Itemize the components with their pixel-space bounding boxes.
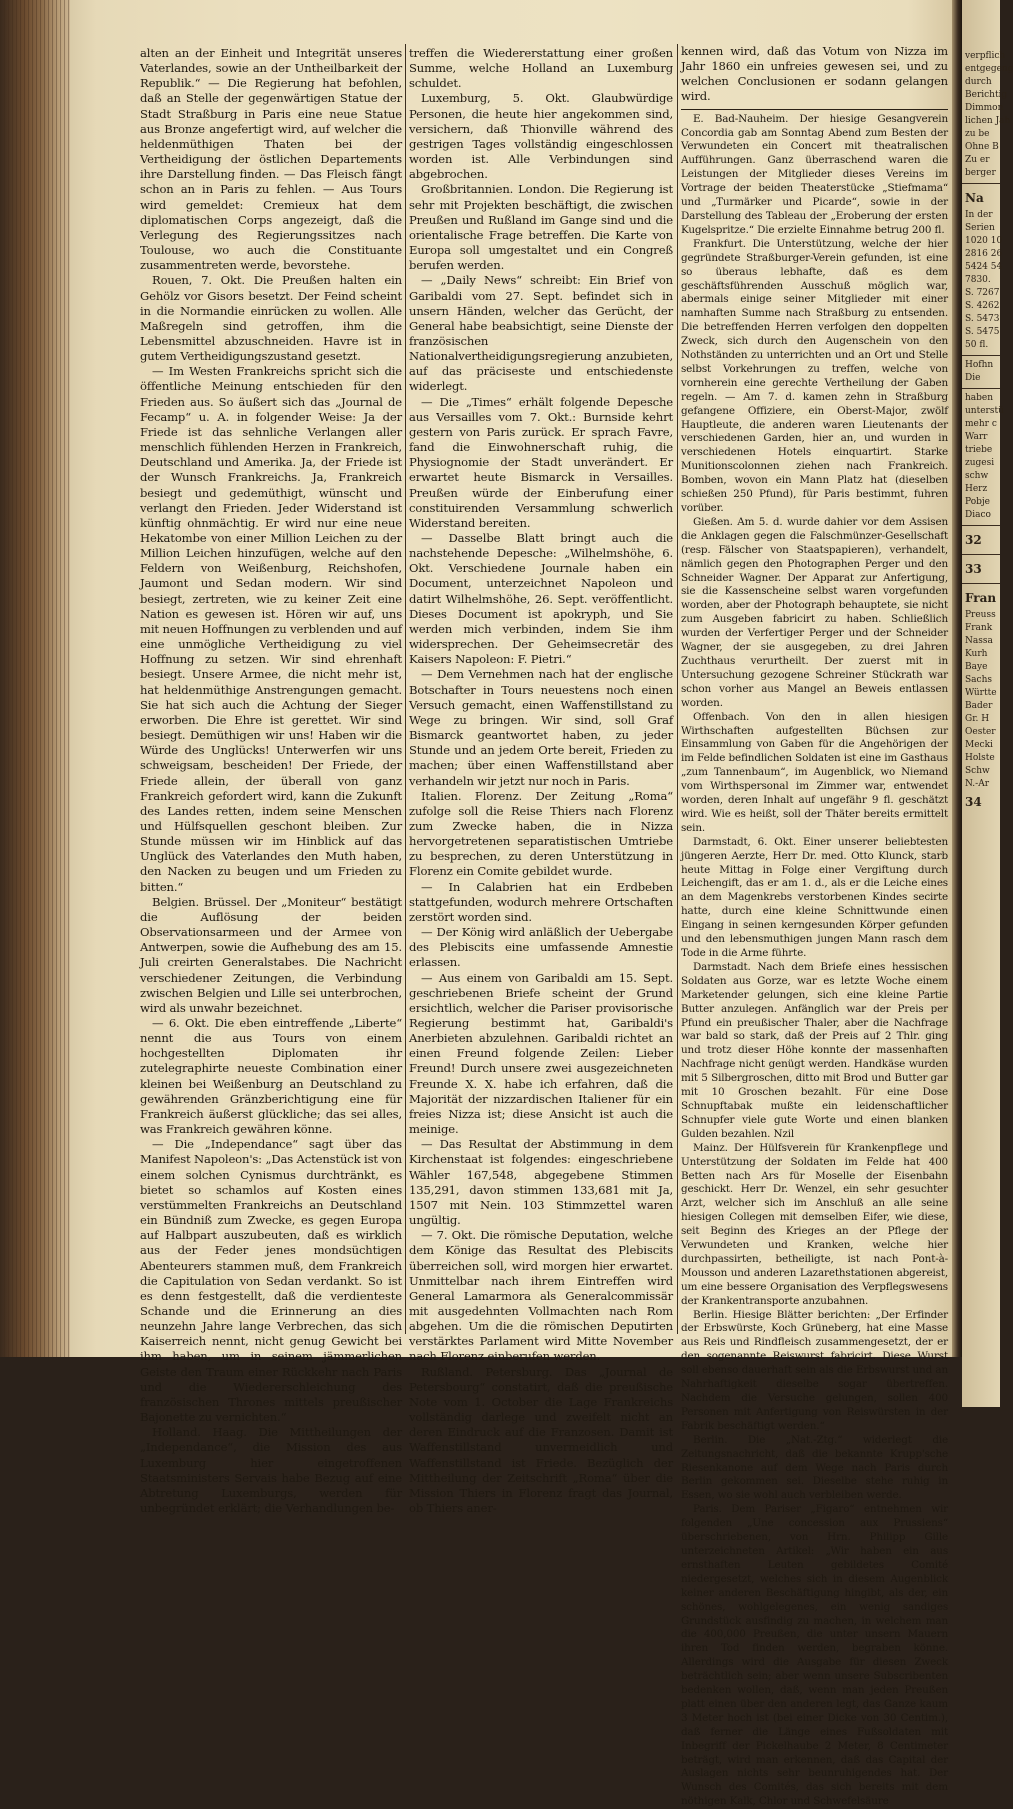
adjacent-page-text: N.-Ar bbox=[965, 779, 990, 789]
book-gutter bbox=[952, 0, 962, 1357]
article-text: kennen wird, daß das Votum von Nizza im Jahr 1860 ein unfreies gewesen sei, und zu welchen Conclusionen er sodann gelangen wird. bbox=[681, 44, 948, 104]
adjacent-page-text: verpflich bbox=[965, 51, 1006, 61]
adjacent-page-text: Preuss bbox=[965, 610, 996, 620]
section-divider bbox=[681, 109, 948, 110]
adjacent-page-text: Na bbox=[965, 191, 984, 205]
adjacent-page-text: haben bbox=[965, 393, 994, 403]
adjacent-page-text: Warr bbox=[965, 432, 988, 442]
adjacent-page-text: mehr c bbox=[965, 419, 997, 429]
article-luxemburg: Luxemburg, 5. Okt. Glaubwürdige Personen, die heute hier angekommen sind, versichern, daß Thionville während des gestrigen Tages vollständig eingeschlossen worden ist. Alle Verbindungen sind abgebrochen. bbox=[409, 91, 673, 182]
adjacent-page-text: Gr. H bbox=[965, 714, 990, 724]
article-garibaldi: — Aus einem von Garibaldi am 15. Sept. geschriebenen Briefe scheint der Grund ersichtlich, welcher die Pariser provisorische Regierung bestimmt hat, Garibaldi's Anerbieten abzulehnen. Garibaldi richtet an einen Freund folgende Zeilen: Lieber Freund! Durch unsere zwei ausgezeichneten Freunde X. X. habe ich erfahren, daß die Majorität der nizzardischen Italiener für ein freies Nizza ist; diese Ansicht ist auch die meinige. bbox=[409, 970, 673, 1137]
adjacent-page-text: zugesi bbox=[965, 458, 995, 468]
fragment-divider bbox=[962, 388, 1000, 389]
article-italien: Italien. Florenz. Der Zeitung „Roma“ zufolge soll die Reise Thiers nach Florenz zum Zwecke haben, die in Nizza hervorgetretenen separatistischen Umtriebe zu besprechen, zu deren Unterstützung in Florenz ein Comite gebildet wurde. bbox=[409, 788, 673, 879]
adjacent-page-text: Schw bbox=[965, 766, 990, 776]
adjacent-page-text: durch bbox=[965, 77, 992, 87]
article-holland: Holland. Haag. Die Mittheilungen der „Independance“, die Mission des aus Luxemburg hier eingetroffenen Staatsministers Servais habe Bezug auf eine Abtretung Luxemburgs, werden für unbegründet erklärt; die Verhandlungen be- bbox=[140, 1425, 402, 1515]
adjacent-page-text: S. 4262 bbox=[965, 301, 1000, 311]
adjacent-page-text: S. 5475 bbox=[965, 327, 1000, 337]
article-frankfurt: Frankfurt. Die Unterstützung, welche der hier gegründete Straßburger-Verein gefunden, ist eine so überaus lebhafte, daß es dem geschäftsführenden Ausschuß möglich war, abermals einige seiner Mitglieder mit einer namhaften Summe nach Straßburg zu entsenden. Die betreffenden Herren verfolgen den doppelten Zweck, sich durch den Augenschein von den Nothständen zu unterrichten und an Ort und Stelle selbst Vorkehrungen zu treffen, welche von vornherein eine gerechte Vertheilung der Gaben regeln. — Am 7. d. kamen zehn in Straßburg gefangene Offiziere, ein Oberst-Major, zwölf Hauptleute, die anderen waren Lieutenants der verschiedenen Garden, hier an, und wurden in verschiedenen Hotels einquartirt. Starke Munitionscolonnen ziehen nach Frankreich. Bomben, wovon ein Mann Platz hat (dieselben schießen 250 Pfund), für Paris bestimmt, fuhren vorüber. bbox=[681, 237, 948, 514]
article-paris: Paris. Dem Pariser „Figaro“ entnehmen wir folgenden „Une concession aux Prussiens“ überschriebenen, von Hrn. Philipp Gille unterzeichneten Artikel: „Wir haben ein aus ernsthaften Leuten gebildetes Comité niedergesetzt, welches sich in diesem Augenblick keiner anderen Beschäftigung hingibt, als der, ein schönes, wohlgelegenes, ein wenig sandiges Grundstück ausfindig zu machen, in welchem man die 400,000 Preußen, die unter unsern Mauern ihren Tod finden werden, begraben könne. Allerdings wird die Ausgabe für diesen Zweck beträchtlich sein; aber wenn unsere Subscribenten bedenken wollen, daß, wenn man jeden Preußen platt einen über den anderen legt, das Ganze kaum 3 Meter hoch ist (bei einer Dicke von 30 Centim.), daß ferner die Länge eines Fußsoldaten mit Inbegriff der Pickelhaube 2 Meter, 8 Centimeter beträgt, wird man erkennen, daß das Capital der Auslagen nichts sehr beunruhigendes hat. Der Wunsch des Comités, das sich bereits mit dem nöthigen Kalk, Chlor und Schwefelsäure bbox=[681, 1503, 948, 1808]
article-tours: — Dem Vernehmen nach hat der englische Botschafter in Tours neuestens noch einen Versuch gemacht, einen Waffenstillstand zu Wege zu bringen. Wir sind, soll Graf Bismarck geantwortet haben, zu jeder Stunde und an jedem Orte bereit, Frieden zu machen; über einen Waffenstillstand aber verhandeln wir jetzt nur noch in Paris. bbox=[409, 667, 673, 788]
article-berlin-1: Berlin. Hiesige Blätter berichten: „Der Erfinder der Erbswürste, Koch Grüneberg, hat eine Masse aus Reis und Rindfleisch zusammengesetzt, der er den sogenannte Reiswurst fabricirt. Diese Wurst soll ebenso dauerhaft sein als die Erbswurst und an Nahrhaftigkeit dieselbe sogar übertreffen. Nachdem die Versuche gelungen, sollen 400 Personen mit Anfertigung von Reiswürsten in der Fabrik beschäftigt werden.“ bbox=[681, 1308, 948, 1432]
adjacent-page-text: 34 bbox=[965, 795, 982, 809]
adjacent-page-text: Kurh bbox=[965, 649, 988, 659]
adjacent-page-text: 32 bbox=[965, 533, 982, 547]
adjacent-page-text: lichen Jah bbox=[965, 116, 1011, 126]
article-berlin-2: Berlin. Die „Nat.-Ztg.“ widerlegt die Zeitungsnachricht, daß die bekannte Krupp'sche Riesenkanone auf dem Wege nach Paris durch Berlin gekommen sei. Dieselbe stehe ruhig in Essen, wo sie wohl auch verbleiben werde. bbox=[681, 1433, 948, 1502]
fragment-divider bbox=[962, 554, 1000, 555]
adjacent-page-text: zu be bbox=[965, 129, 990, 139]
column-rule-2 bbox=[677, 44, 678, 1334]
adjacent-page-text: Zu er bbox=[965, 155, 990, 165]
adjacent-page-text: schw bbox=[965, 471, 989, 481]
column-rule-1 bbox=[405, 44, 406, 1334]
adjacent-page-text: 33 bbox=[965, 562, 982, 576]
adjacent-page-text: Frank bbox=[965, 623, 993, 633]
adjacent-page-text: Württe bbox=[965, 688, 997, 698]
adjacent-page-text: Dimmon bbox=[965, 103, 1004, 113]
adjacent-page-text: Pobje bbox=[965, 497, 990, 507]
column-3 bbox=[681, 44, 948, 1808]
adjacent-page-text: S. 5473 bbox=[965, 314, 1000, 324]
article-giessen: Gießen. Am 5. d. wurde dahier vor dem Assisen die Anklagen gegen die Falschmünzer-Gesellschaft (resp. Fälscher von Staatspapieren), verhandelt, nämlich gegen den Photographen Perger und den Schneider Wagner. Der Apparat zur Anfertigung, sie die Kassenscheine selbst waren vorgefunden worden, aber der Photograph behauptete, sie nicht zum Ausgeben fabricirt zu haben. Schließlich wurden der Verfertiger Perger und der Schneider Wagner, der sie ausgegeben, zu drei Jahren Zuchthaus verurtheilt. Der zuerst mit in Untersuchung gezogene Schreiner Stückrath war schon vorher aus Mangel an Beweis entlassen worden. bbox=[681, 515, 948, 709]
article-times: — Die „Times“ erhält folgende Depesche aus Versailles vom 7. Okt.: Burnside kehrt gestern von Paris zurück. Er sprach Favre, fand die Einwohnerschaft ruhig, die Physiognomie der Stadt unverändert. Er erwartet heute Bismarck in Versailles. Preußen würde der Einberufung einer constituirenden Versammlung schwerlich Widerstand bereiten. bbox=[409, 394, 673, 530]
adjacent-page-text: Nassa bbox=[965, 636, 993, 646]
adjacent-page-text: Bader bbox=[965, 701, 993, 711]
fragment-divider bbox=[962, 183, 1000, 184]
article-bad-nauheim: E. Bad-Nauheim. Der hiesige Gesangverein Concordia gab am Sonntag Abend zum Besten der Verwundeten ein Concert mit theatralischen Aufführungen. Ganz überraschend waren die Leistungen der Mitglieder dieses Vereins im Vortrage der beiden Theaterstücke „Stiefmama“ und „Turmärker und Picarde“, sowie in der Darstellung des Tableau der „Eroberung der ersten Kugelspritze.“ Die erzielte Einnahme betrug 200 fl. bbox=[681, 112, 948, 236]
adjacent-page-text: Herz bbox=[965, 484, 988, 494]
adjacent-page-text: Hofhn bbox=[965, 360, 994, 370]
article-roemische-deputation: — 7. Okt. Die römische Deputation, welche dem Könige das Resultat des Plebiscits überreichen soll, wird morgen hier erwartet. Unmittelbar nach ihrem Eintreffen wird General Lamarmora als Generalcommissär mit ausgedehnten Vollmachten nach Rom abgehen. Um die die römischen Deputirten verstärktes Parlament wird Mitte November nach Florenz einberufen werden. bbox=[409, 1228, 673, 1364]
article-west-france: — Im Westen Frankreichs spricht sich die öffentliche Meinung entschieden für den Frieden aus. So äußert sich das „Journal de Fecamp“ u. A. in folgender Weise: Ja der Friede ist das sehnliche Verlangen aller menschlich fühlenden Herzen in Frankreich, Deutschland und Amerika. Ja, der Friede ist der Wunsch Frankreichs. Ja, Frankreich besiegt und gedemüthigt, wünscht und verlangt den Frieden. Jeder Widerstand ist künftig ohnmächtig. Er wird nur eine neue Hekatombe von einer Million Leichen zu der Million Leichen hinzufügen, welche auf den Feldern von Weißenburg, Reichshofen, Jaumont und Sedan modern. Wir sind besiegt, zertreten, wie zu keiner Zeit eine Nation es gewesen ist. Hören wir auf, uns mit neuen Hoffnungen zu verblenden und auf eine unmögliche Vertheidigung zu viel Hoffnung zu setzen. Wir sind ehrenhaft besiegt. Unsere Armee, die nicht mehr ist, hat heldenmüthige Anstrengungen gemacht. Sie hat sich auch die Achtung der Sieger erworben. Die Ehre ist gerettet. Wir sind besiegt. Demüthigen wir uns! Haben wir die Würde des Unglücks! Unterwerfen wir uns schweigsam, bescheiden! Der Friede, der Friede allein, der überall von ganz Frankreich gefordert wird, kann die Zukunft des Landes retten, indem seine Menschen und Hülfsquellen geschont bleiben. Zur Stunde müssen wir im Hinblick auf das Unglück des Vaterlandes den Muth haben, den Nacken zu beugen und um Frieden zu bitten.“ bbox=[140, 364, 402, 894]
article-kirchenstaat: — Das Resultat der Abstimmung in dem Kirchenstaat ist folgendes: eingeschriebene Wähler 167,548, abgegebene Stimmen 135,291, davon stimmen 133,681 mit Ja, 1507 mit Nein. 103 Stimmzettel waren ungültig. bbox=[409, 1137, 673, 1228]
article-belgien: Belgien. Brüssel. Der „Moniteur“ bestätigt die Auflösung der beiden Observationsarmeen und der Armee von Antwerpen, sowie die Aufhebung des am 15. Juli creirten Generalstabes. Die Nachricht verschiedener Zeitungen, die Verbindung zwischen Belgien und Lille sei unterbrochen, wird als unwahr bezeichnet. bbox=[140, 894, 402, 1015]
article-offenbach: Offenbach. Von den in allen hiesigen Wirthschaften aufgestellten Büchsen zur Einsammlung von Gaben für die Angehörigen der im Felde befindlichen Soldaten ist eine im Gasthaus „zum Tannenbaum“, im Augenblick, wo Niemand vom Wirthspersonal im Zimmer war, entwendet worden, deren Inhalt auf ungefähr 9 fl. geschätzt wird. Wie es heißt, soll der Thäter bereits ermittelt sein. bbox=[681, 710, 948, 834]
adjacent-page-text: S. 7267 bbox=[965, 288, 1000, 298]
adjacent-page-text: berger bbox=[965, 168, 996, 178]
fragment-divider bbox=[962, 525, 1000, 526]
article-wilhelmshoehe: — Dasselbe Blatt bringt auch die nachstehende Depesche: „Wilhelmshöhe, 6. Okt. Verschiedene Journale haben ein Document, unterzeichnet Napoleon und datirt Wilhelmshöhe, 26. Sept. veröffentlicht. Dieses Document ist apokryph, und Sie werden mich verbinden, indem Sie ihm widersprechen. Der Geheimsecretär des Kaisers Napoleon: F. Pietri.“ bbox=[409, 531, 673, 667]
article-independance: — Die „Independance“ sagt über das Manifest Napoleon's: „Das Actenstück ist von einem solchen Cynismus durchtränkt, es bietet so schamlos auf Kosten eines verstümmelten Frankreichs an Deutschland ein Bündniß zum Zwecke, es gegen Europa auf Halbpart auszubeuten, daß es wirklich aus der Feder jenes mondsüchtigen Abenteurers stammen muß, dem Frankreich die Capitulation von Sedan verdankt. So ist es denn festgestellt, daß die verdienteste Schande und die Erinnerung an dies neunzehn Jahre lange Verbrechen, das sich Kaiserreich nennt, nicht genug Gewicht bei ihm haben, um in seinem jämmerlichen Geiste den Traum einer Rückkehr nach Paris und die Wiedererschleichung des französischen Thrones mittels preußischer Bajonette zu vernichten.“ bbox=[140, 1137, 402, 1425]
adjacent-page-text: entgegeng bbox=[965, 64, 1013, 74]
article-koenig: — Der König wird anläßlich der Uebergabe des Plebiscits eine umfassende Amnestie erlassen. bbox=[409, 925, 673, 970]
article-grossbritannien: Großbritannien. London. Die Regierung ist sehr mit Projekten beschäftigt, die zwischen Preußen und Rußland im Gange sind und die orientalische Frage betreffen. Die Karte von Europa soll umgestaltet und ein Congreß berufen werden. bbox=[409, 182, 673, 273]
book-page-edge bbox=[0, 0, 70, 1357]
adjacent-page-text: In der bbox=[965, 210, 993, 220]
adjacent-page-text: unterstü bbox=[965, 406, 1004, 416]
adjacent-page-text: Die bbox=[965, 373, 981, 383]
fragment-divider bbox=[962, 355, 1000, 356]
adjacent-page-text: 2816 26 bbox=[965, 249, 1003, 259]
adjacent-page-text: triebe bbox=[965, 445, 993, 455]
adjacent-page-text: 50 fl. bbox=[965, 340, 989, 350]
article-russland: Rußland. Petersburg. Das „Journal de Petersbourg“ constatirt, daß die preußische Note vom 1. October die Lage Frankreichs vollständig darlege und zweifelt nicht an deren Eindruck auf die Franzosen. Damit ist Waffenstillstand unvermeidlich und Waffenstillstand ist Friede. Bezüglich der Mittheilung der Zeitschrift „Roma“ über die Mission Thiers in Florenz fragt das Journal, ob Thiers aner- bbox=[409, 1364, 673, 1515]
adjacent-page-text: Mecki bbox=[965, 740, 993, 750]
article-text: alten an der Einheit und Integrität unseres Vaterlandes, sowie an der Untheilbarkeit der Republik.“ — Die Regierung hat befohlen, daß an Stelle der gegenwärtigen Statue der Stadt Straßburg in Paris eine neue Statue aus Bronze angefertigt wird, auf welcher die heldenmüthigen Thaten bei der Vertheidigung der östlichen Departements ihre Darstellung finden. — Das Fleisch fängt schon an in Paris zu fehlen. — Aus Tours wird gemeldet: Cremieux hat dem diplomatischen Corps angezeigt, daß die Verlegung des Regierungssitzes nach Toulouse, wo auch die Constituante zusammentreten werde, bevorstehe. bbox=[140, 46, 402, 273]
article-daily-news: — „Daily News“ schreibt: Ein Brief von Garibaldi vom 27. Sept. befindet sich in unsern Händen, welcher das Gerücht, der General habe beabsichtigt, seine Dienste der französischen Nationalvertheidigungsregierung anzubieten, auf das präciseste und entschiedenste widerlegt. bbox=[409, 273, 673, 394]
article-darmstadt-1: Darmstadt, 6. Okt. Einer unserer beliebtesten jüngeren Aerzte, Herr Dr. med. Otto Klunck, starb heute Mittag in Folge einer Vergiftung durch Leichengift, das er am 1. d., als er die Leiche eines an dem Magenkrebs verstorbenen Kindes secirte hatte, durch eine kleine Schnittwunde einen Eingang in seinen kerngesunden Körper gefunden und den lebensmuthigen jungen Mann rasch dem Tode in die Arme führte. bbox=[681, 835, 948, 959]
article-calabrien: — In Calabrien hat ein Erdbeben stattgefunden, wodurch mehrere Ortschaften zerstört worden sind. bbox=[409, 879, 673, 924]
adjacent-page-text: 7830. bbox=[965, 275, 991, 285]
column-2 bbox=[409, 46, 673, 1515]
adjacent-page-text: 1020 10 bbox=[965, 236, 1003, 246]
column-1 bbox=[140, 46, 402, 1515]
adjacent-page-text: Oester bbox=[965, 727, 996, 737]
adjacent-page-text: Ohne B bbox=[965, 142, 999, 152]
fragment-divider bbox=[962, 583, 1000, 584]
article-mainz: Mainz. Der Hülfsverein für Krankenpflege und Unterstützung der Soldaten im Felde hat 400 Betten nach Ars für Moselle der Eisenbahn geschickt. Herr Dr. Wenzel, ein sehr gesuchter Arzt, welcher sich im Anschluß an alle seine hiesigen Collegen mit demselben Eifer, wie diese, seit Beginn des Krieges an der Pflege der Verwundeten und Kranken, welche hier durchpassirten, betheiligte, ist nach Pont-à-Mousson und anderen Lazarethstationen abgereist, um eine bessere Organisation des Verpflegswesens der Krankentransporte anzubahnen. bbox=[681, 1141, 948, 1307]
article-rouen: Rouen, 7. Okt. Die Preußen halten ein Gehölz vor Gisors besetzt. Der Feind scheint in die Normandie einrücken zu wollen. Alle Maßregeln sind getroffen, ihm die Lebensmittel abzuschneiden. Havre ist in gutem Vertheidigungszustand gesetzt. bbox=[140, 273, 402, 364]
adjacent-page-text: Fran bbox=[965, 591, 997, 605]
adjacent-page-text: Berichtig bbox=[965, 90, 1008, 100]
article-darmstadt-2: Darmstadt. Nach dem Briefe eines hessischen Soldaten aus Gorze, war es letzte Woche einem Marketender gelungen, sich eine kleine Partie Butter anzulegen. Anfänglich war der Preis per Pfund ein preußischer Thaler, aber die Nachfrage war bald so stark, daß der Preis auf 2 Thlr. ging und trotz dieser Höhe konnte der massenhaften Nachfrage nicht genügt werden. Handkäse wurden mit 5 Silbergroschen, ditto mit Brod und Butter gar mit 10 Groschen bezahlt. Für eine Dose Schnupftabak mußte ein leidenschaftlicher Schnupfer viele gute Worte und einen blanken Gulden bezahlen. Nzil bbox=[681, 960, 948, 1140]
article-text: treffen die Wiedererstattung einer großen Summe, welche Holland an Luxemburg schuldet. bbox=[409, 46, 673, 91]
adjacent-page-text: Baye bbox=[965, 662, 988, 672]
adjacent-page-text: Diaco bbox=[965, 510, 991, 520]
adjacent-page-text: Serien bbox=[965, 223, 995, 233]
adjacent-page-text: Holste bbox=[965, 753, 995, 763]
adjacent-page-text: 5424 54 bbox=[965, 262, 1003, 272]
article-liberte: — 6. Okt. Die eben eintreffende „Liberte“ nennt die aus Tours von einem hochgestellten Diplomaten ihr zutelegraphirte neueste Combination einer kleinen bei Weißenburg an Deutschland zu gewährenden Gränzberichtigung eine für Frankreich äußerst glückliche; das sei alles, was Frankreich gewähren könne. bbox=[140, 1016, 402, 1137]
adjacent-page-text: Sachs bbox=[965, 675, 992, 685]
adjacent-page-fragment bbox=[962, 0, 1013, 1407]
